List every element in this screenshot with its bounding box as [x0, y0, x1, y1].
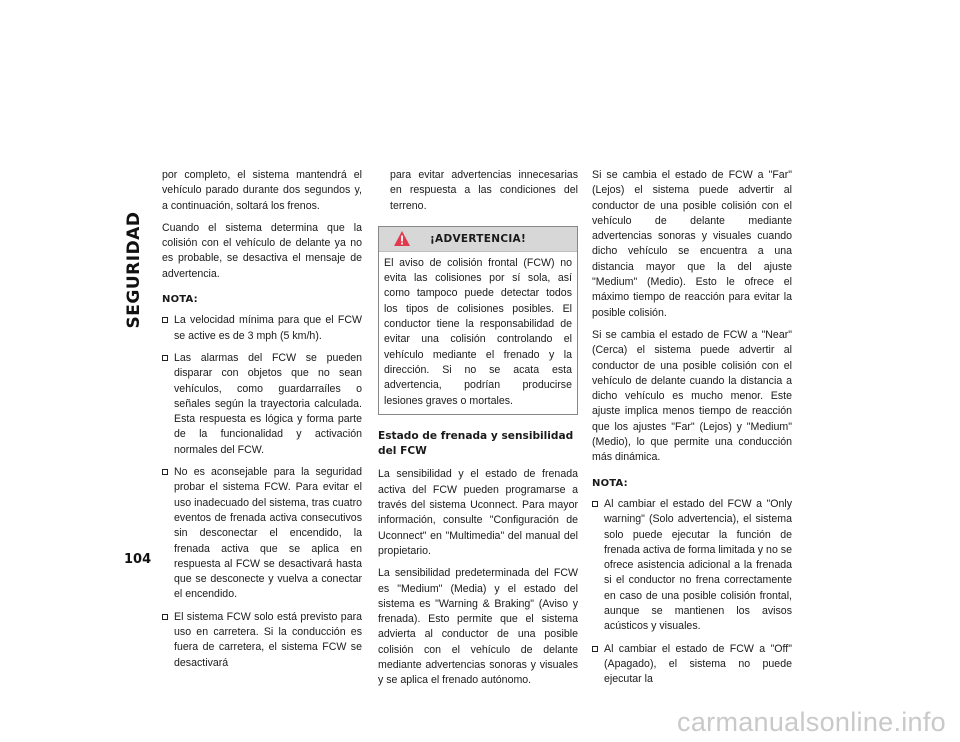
list-item: El sistema FCW solo está previsto para uso en carretera. Si la conducción es fuera de carretera, el sistema FCW se desactivará: [162, 610, 362, 671]
list-item: La velocidad mínima para que el FCW se active es de 3 mph (5 km/h).: [162, 313, 362, 344]
column-2: [378, 168, 578, 696]
list-item: No es aconsejable para la seguridad probar el sistema FCW. Para evitar el uso inadecuado del sistema, tras cuatro eventos de frenada activa consecutivos sin desconectar el encendido, la frenada activa que se aplica en respuesta al FCW se desactivará hasta que se desconecte y vuelva a conectar el encendido.: [162, 465, 362, 603]
note-list: [592, 497, 792, 688]
paragraph: Cuando el sistema determina que la colisión con el vehículo de delante ya no es probable, se desactiva el mensaje de advertencia.: [162, 221, 362, 280]
note-heading: NOTA:: [162, 294, 198, 306]
note-list: [162, 313, 362, 671]
watermark: carmanualsonline.info: [677, 707, 946, 737]
column-1: [162, 168, 362, 678]
list-item: Al cambiar el estado del FCW a "Only warning" (Solo advertencia), el sistema solo puede ejecutar la función de frenada activa de forma limitada y no se ofrece asistencia adicional a la frenada si el conductor no frena correctamente en caso de una posible colisión frontal, aunque se mantienen los avisos acústicos y visuales.: [592, 497, 792, 635]
column-3: [592, 168, 792, 695]
warning-title: ¡ADVERTENCIA!: [429, 232, 527, 245]
list-item: Las alarmas del FCW se pueden disparar con objetos que no sean vehículos, como guardarraíles o señales según la trayectoria calculada. Esta respuesta es lógica y forma parte de la funcionalidad y activación normales del FCW.: [162, 351, 362, 458]
section-heading: Estado de frenada y sensibilidad del FCW: [378, 429, 574, 458]
page-number: 104: [124, 552, 152, 567]
paragraph: La sensibilidad predeterminada del FCW es "Medium" (Media) y el estado del sistema es "Warning & Braking" (Aviso y frenada). Esto permite que el sistema advierta al conductor de una posible colisión con el vehículo de delante mediante advertencias sonoras y visuales y se aplica el frenado autónomo.: [378, 567, 578, 687]
square-bullet-icon: [162, 614, 168, 620]
list-item-continuation: para evitar advertencias innecesarias en respuesta a las condiciones del terreno.: [390, 169, 578, 212]
paragraph: Si se cambia el estado de FCW a "Near" (Cerca) el sistema puede advertir al conductor de una posible colisión con el vehículo de delante cuando la distancia a dicho vehículo es mucho menor. Este ajuste implica menos tiempo de reacción que los ajustes "Far" (Lejos) y "Medium" (Medio), lo que permite una conducción más dinámica.: [592, 328, 792, 464]
square-bullet-icon: [592, 501, 598, 507]
square-bullet-icon: [162, 469, 168, 475]
warning-box: [378, 226, 578, 415]
paragraph: por completo, el sistema mantendrá el vehículo parado durante dos segundos y, a continuación, soltará los frenos.: [162, 169, 362, 212]
warning-text: El aviso de colisión frontal (FCW) no evita las colisiones por sí sola, así como tampoco puede detectar todos los tipos de colisiones posibles. El conductor tiene la responsabilidad de evitar una colisión controlando el vehículo mediante el frenado y la dirección. Si no se acata esta advertencia, podrían producirse lesiones graves o mortales.: [384, 256, 572, 407]
section-label: SEGURIDAD: [124, 211, 144, 329]
paragraph: Si se cambia el estado de FCW a "Far" (Lejos) el sistema puede advertir al conductor de una posible colisión con el vehículo de delante mediante advertencias sonoras y visuales cuando dicho vehículo se encuentra a una distancia mayor que la del ajuste "Medium" (Medio). Esto le ofrece el máximo tiempo de reacción para evitar la posible colisión.: [592, 169, 792, 319]
note-heading: NOTA:: [592, 477, 628, 489]
square-bullet-icon: [162, 355, 168, 361]
square-bullet-icon: [592, 646, 598, 652]
square-bullet-icon: [162, 317, 168, 323]
paragraph: La sensibilidad y el estado de frenada activa del FCW pueden programarse a través del sistema Uconnect. Para mayor información, consulte "Configuración de Uconnect" en "Multimedia" del manual del propietario.: [378, 468, 578, 557]
list-item: Al cambiar el estado de FCW a "Off" (Apagado), el sistema no puede ejecutar la: [592, 642, 792, 688]
warning-header: [379, 227, 577, 252]
